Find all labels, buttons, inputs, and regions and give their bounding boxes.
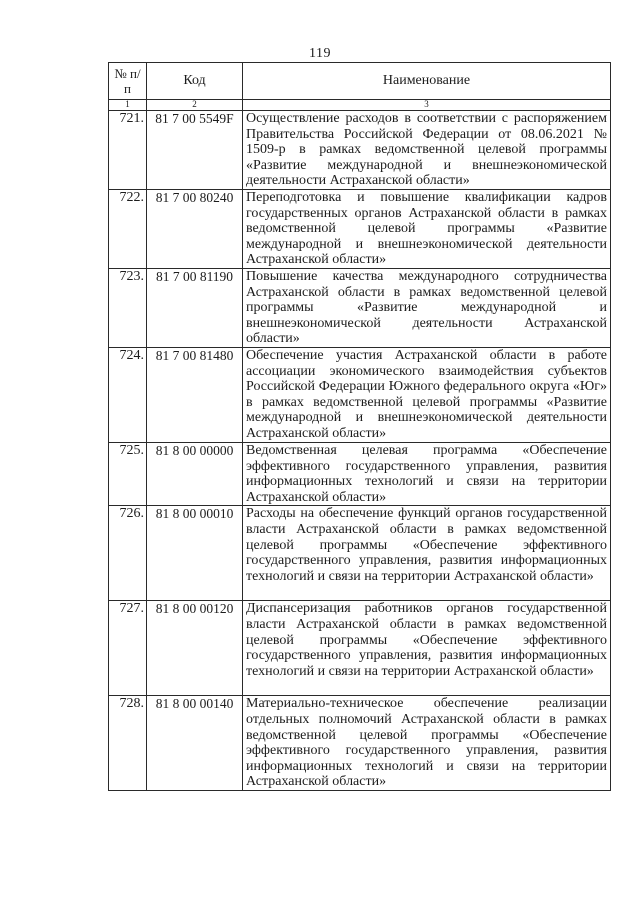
row-code: 81 8 00 00000 xyxy=(147,442,243,505)
header-code: Код xyxy=(147,63,243,100)
row-name: Материально-техническое обеспечение реализации отдельных полномочий Астраханской области в рамках ведомственной целевой программы «Обеспечение эффективного государственного управления, развития информационных технологий и связи на территории Астраханской области» xyxy=(243,696,611,791)
row-name: Переподготовка и повышение квалификации кадров государственных органов Астраханской области в рамках ведомственной целевой программы «Развитие международной и внешнеэкономической деятельности Астраханской области» xyxy=(243,190,611,269)
table-row xyxy=(109,111,611,190)
row-number: 726. xyxy=(109,506,147,601)
row-code: 81 8 00 00140 xyxy=(147,696,243,791)
table-row xyxy=(109,696,611,791)
row-number: 727. xyxy=(109,601,147,696)
row-code: 81 7 00 81190 xyxy=(147,269,243,348)
row-number: 722. xyxy=(109,190,147,269)
row-code: 81 7 00 81480 xyxy=(147,347,243,442)
row-name: Диспансеризация работников органов государственной власти Астраханской области в рамках ведомственной целевой программы «Обеспечение эффективного государственного управления, развития информационных технологий и связи на территории Астраханской области» xyxy=(243,601,611,696)
column-number: 2 xyxy=(147,100,243,111)
page-number: 119 xyxy=(309,46,331,61)
row-name: Осуществление расходов в соответствии с распоряжением Правительства Российской Федерации от 08.06.2021 № 1509-р в рамках ведомственной целевой программы «Развитие международной и внешнеэкономической деятельности Астраханской области» xyxy=(243,111,611,190)
row-code: 81 8 00 00010 xyxy=(147,506,243,601)
column-number: 1 xyxy=(109,100,147,111)
table-row xyxy=(109,347,611,442)
codes-table xyxy=(108,62,611,791)
row-name: Повышение качества международного сотрудничества Астраханской области в рамках ведомственной целевой программы «Развитие международной и внешнеэкономической деятельности Астраханской области» xyxy=(243,269,611,348)
row-code: 81 7 00 5549F xyxy=(147,111,243,190)
row-code: 81 8 00 00120 xyxy=(147,601,243,696)
row-name: Расходы на обеспечение функций органов государственной власти Астраханской области в рамках ведомственной целевой программы «Обеспечение эффективного государственного управления, развития информационных технологий и связи на территории Астраханской области» xyxy=(243,506,611,601)
row-name: Ведомственная целевая программа «Обеспечение эффективного государственного управления, развития информационных технологий и связи на территории Астраханской области» xyxy=(243,442,611,505)
column-numbers-row xyxy=(109,100,611,111)
header-name: Наименование xyxy=(243,63,611,100)
row-number: 721. xyxy=(109,111,147,190)
table-row xyxy=(109,442,611,505)
row-code: 81 7 00 80240 xyxy=(147,190,243,269)
row-number: 725. xyxy=(109,442,147,505)
column-number: 3 xyxy=(243,100,611,111)
table-header-row xyxy=(109,63,611,100)
table-row xyxy=(109,601,611,696)
row-number: 728. xyxy=(109,696,147,791)
table-row xyxy=(109,506,611,601)
row-name: Обеспечение участия Астраханской области в работе ассоциации экономического взаимодействия субъектов Российской Федерации Южного федерального округа «Юг» в рамках ведомственной целевой программы «Развитие международной и внешнеэкономической деятельности Астраханской области» xyxy=(243,347,611,442)
row-number: 724. xyxy=(109,347,147,442)
table-row xyxy=(109,269,611,348)
table-row xyxy=(109,190,611,269)
header-number: № п/п xyxy=(109,63,147,100)
row-number: 723. xyxy=(109,269,147,348)
